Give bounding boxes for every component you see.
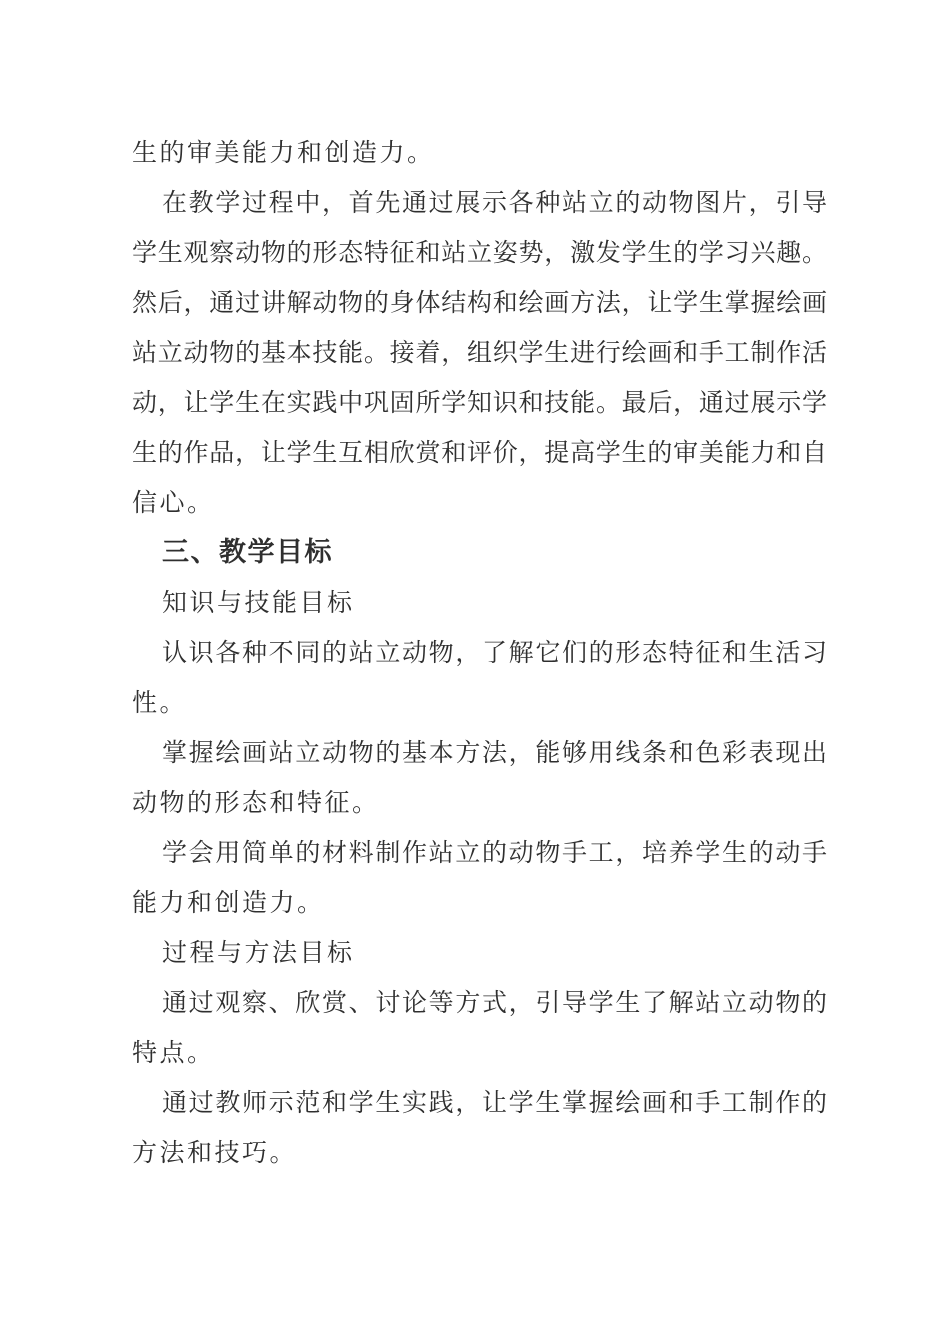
text-line: 站立动物的基本技能。接着，组织学生进行绘画和手工制作活: [132, 338, 827, 367]
section-heading: 三、教学目标: [162, 537, 333, 568]
text-line: 动，让学生在实践中巩固所学知识和技能。最后，通过展示学: [132, 388, 827, 417]
text-line: 掌握绘画站立动物的基本方法，能够用线条和色彩表现出: [162, 738, 827, 767]
text-line: 学会用简单的材料制作站立的动物手工，培养学生的动手: [162, 838, 827, 867]
text-line: 学生观察动物的形态特征和站立姿势，激发学生的学习兴趣。: [132, 238, 827, 267]
text-line: 知识与技能目标: [162, 588, 355, 617]
text-line: 生的作品，让学生互相欣赏和评价，提高学生的审美能力和自: [132, 438, 827, 467]
text-line: 然后，通过讲解动物的身体结构和绘画方法，让学生掌握绘画: [132, 288, 827, 317]
text-line: 通过观察、欣赏、讨论等方式，引导学生了解站立动物的: [162, 988, 827, 1017]
text-line: 能力和创造力。: [132, 888, 325, 917]
text-line: 信心。: [132, 488, 215, 517]
text-line: 通过教师示范和学生实践，让学生掌握绘画和手工制作的: [162, 1088, 827, 1117]
text-column: [132, 128, 827, 1178]
text-line: 在教学过程中，首先通过展示各种站立的动物图片，引导: [162, 188, 827, 217]
text-line: 生的审美能力和创造力。: [132, 138, 435, 167]
text-line: 过程与方法目标: [162, 938, 355, 967]
text-line: 性。: [132, 688, 188, 717]
text-line: 方法和技巧。: [132, 1138, 298, 1167]
text-line: 特点。: [132, 1038, 215, 1067]
text-line: 动物的形态和特征。: [132, 788, 380, 817]
text-line: 认识各种不同的站立动物，了解它们的形态特征和生活习: [162, 638, 827, 667]
